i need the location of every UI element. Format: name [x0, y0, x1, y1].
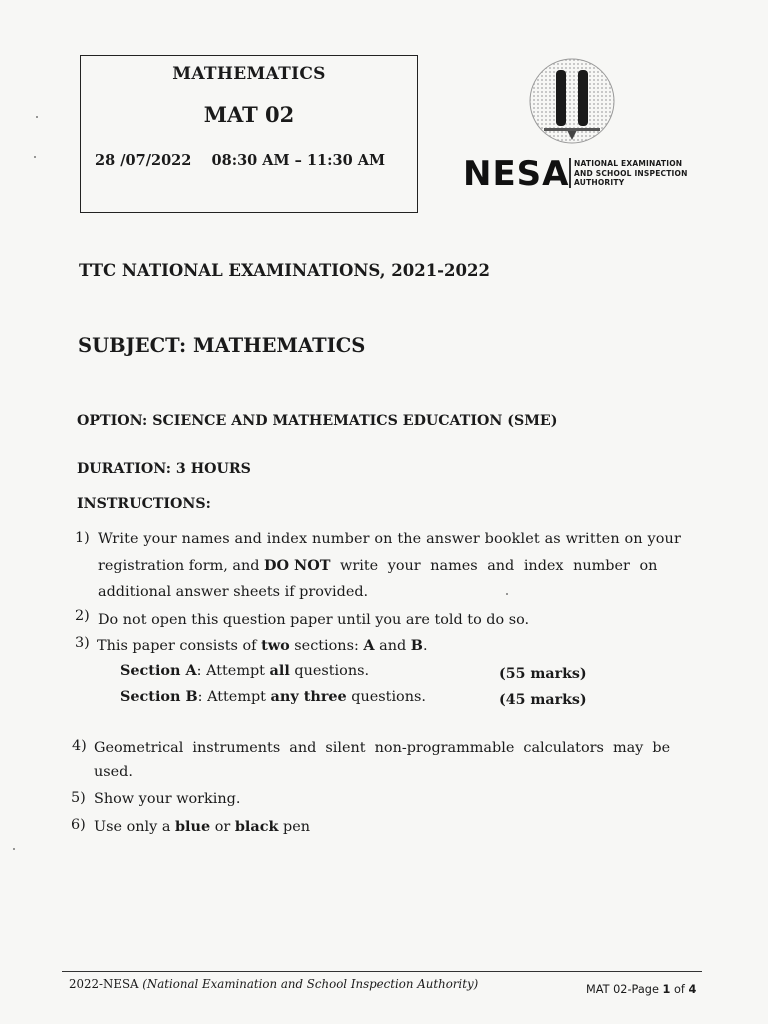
footer-page-number	[586, 983, 696, 996]
authority-line-2: AND SCHOOL INSPECTION	[574, 168, 688, 178]
footer-rule	[62, 971, 702, 972]
instruction-6-text	[94, 818, 310, 835]
exam-title: TTC NATIONAL EXAMINATIONS, 2021-2022	[79, 261, 490, 280]
i3-section-a-letter: A	[363, 637, 375, 654]
i3-two: two	[261, 637, 290, 654]
instruction-1-line-2	[98, 557, 657, 574]
nesa-logo	[460, 58, 710, 198]
logo-divider	[569, 158, 571, 188]
option-value: : SCIENCE AND MATHEMATICS EDUCATION (SME)	[142, 413, 558, 429]
i6-a: Use only a	[94, 819, 175, 835]
i6-e: pen	[278, 819, 311, 835]
i3-section-b-letter: B	[410, 637, 423, 654]
sec-b-c: questions.	[346, 689, 426, 705]
scan-speck	[36, 116, 38, 118]
instruction-1-line-1: Write your names and index number on the answer booklet as written on your	[98, 531, 681, 547]
authority-line-3: AUTHORITY	[574, 178, 625, 187]
instruction-1-number: 1)	[75, 530, 90, 546]
instructions-heading: INSTRUCTIONS:	[77, 496, 211, 512]
sec-a-c: questions.	[289, 663, 370, 679]
logo-authority-name	[574, 159, 688, 188]
instruction-3-text	[97, 637, 428, 654]
subject-heading: SUBJECT: MATHEMATICS	[78, 334, 366, 357]
section-a-line	[120, 662, 369, 679]
i6-black: black	[234, 818, 279, 835]
footer-of: of	[670, 983, 689, 996]
footer-authority-name: (National Examination and School Inspection Authority)	[142, 977, 479, 991]
footer-page-prefix: MAT 02-Page	[586, 983, 663, 996]
nesa-wordmark: NESA	[463, 154, 570, 194]
scan-speck	[13, 848, 15, 850]
paper-code: MAT 02	[203, 102, 295, 127]
i3-c: sections:	[289, 638, 364, 654]
sec-b-any-three: any three	[270, 688, 347, 705]
footer-total-pages: 4	[688, 983, 697, 996]
section-a-marks: (55 marks)	[499, 666, 587, 682]
scan-speck	[506, 593, 508, 595]
i1-text-c: write your names and index number on	[330, 558, 658, 574]
sec-a-all: all	[269, 662, 290, 679]
footer-current-page: 1	[662, 983, 671, 996]
footer-year-nesa: 2022-NESA	[69, 977, 143, 991]
instruction-2-text: Do not open this question paper until you are told to do so.	[98, 612, 530, 628]
i1-do-not: DO NOT	[264, 557, 331, 574]
footer-publisher	[69, 977, 478, 991]
section-b-marks: (45 marks)	[499, 692, 587, 708]
i6-blue: blue	[175, 818, 211, 835]
instruction-4-number: 4)	[72, 738, 87, 754]
i3-a: This paper consists of	[97, 638, 262, 654]
section-b-label: Section B	[120, 688, 198, 705]
instruction-5-number: 5)	[71, 790, 86, 806]
box-subject: MATHEMATICS	[172, 64, 326, 84]
scan-speck	[34, 156, 36, 158]
duration: DURATION: 3 HOURS	[77, 461, 251, 477]
instruction-2-number: 2)	[75, 608, 90, 624]
instruction-1-line-3: additional answer sheets if provided.	[98, 584, 369, 600]
paper-info-box	[80, 55, 418, 213]
option-label: OPTION	[77, 413, 143, 429]
sec-b-a: : Attempt	[197, 689, 271, 705]
nesa-emblem-icon	[460, 58, 710, 158]
section-a-label: Section A	[120, 662, 197, 679]
option-line	[77, 413, 557, 429]
instruction-4-line-2: used.	[94, 764, 133, 780]
exam-date-time: 28 /07/2022 08:30 AM – 11:30 AM	[95, 152, 386, 169]
i3-e: and	[374, 638, 411, 654]
sec-a-a: : Attempt	[196, 663, 270, 679]
i3-g: .	[422, 638, 428, 654]
section-b-line	[120, 688, 426, 705]
authority-line-1: NATIONAL EXAMINATION	[574, 159, 683, 168]
instruction-5-text: Show your working.	[94, 791, 241, 807]
i1-text-a: registration form, and	[98, 558, 265, 574]
i6-c: or	[210, 819, 235, 835]
instruction-3-number: 3)	[75, 635, 90, 651]
instruction-4-line-1: Geometrical instruments and silent non-programmable calculators may be	[94, 740, 671, 756]
instruction-6-number: 6)	[71, 817, 86, 833]
